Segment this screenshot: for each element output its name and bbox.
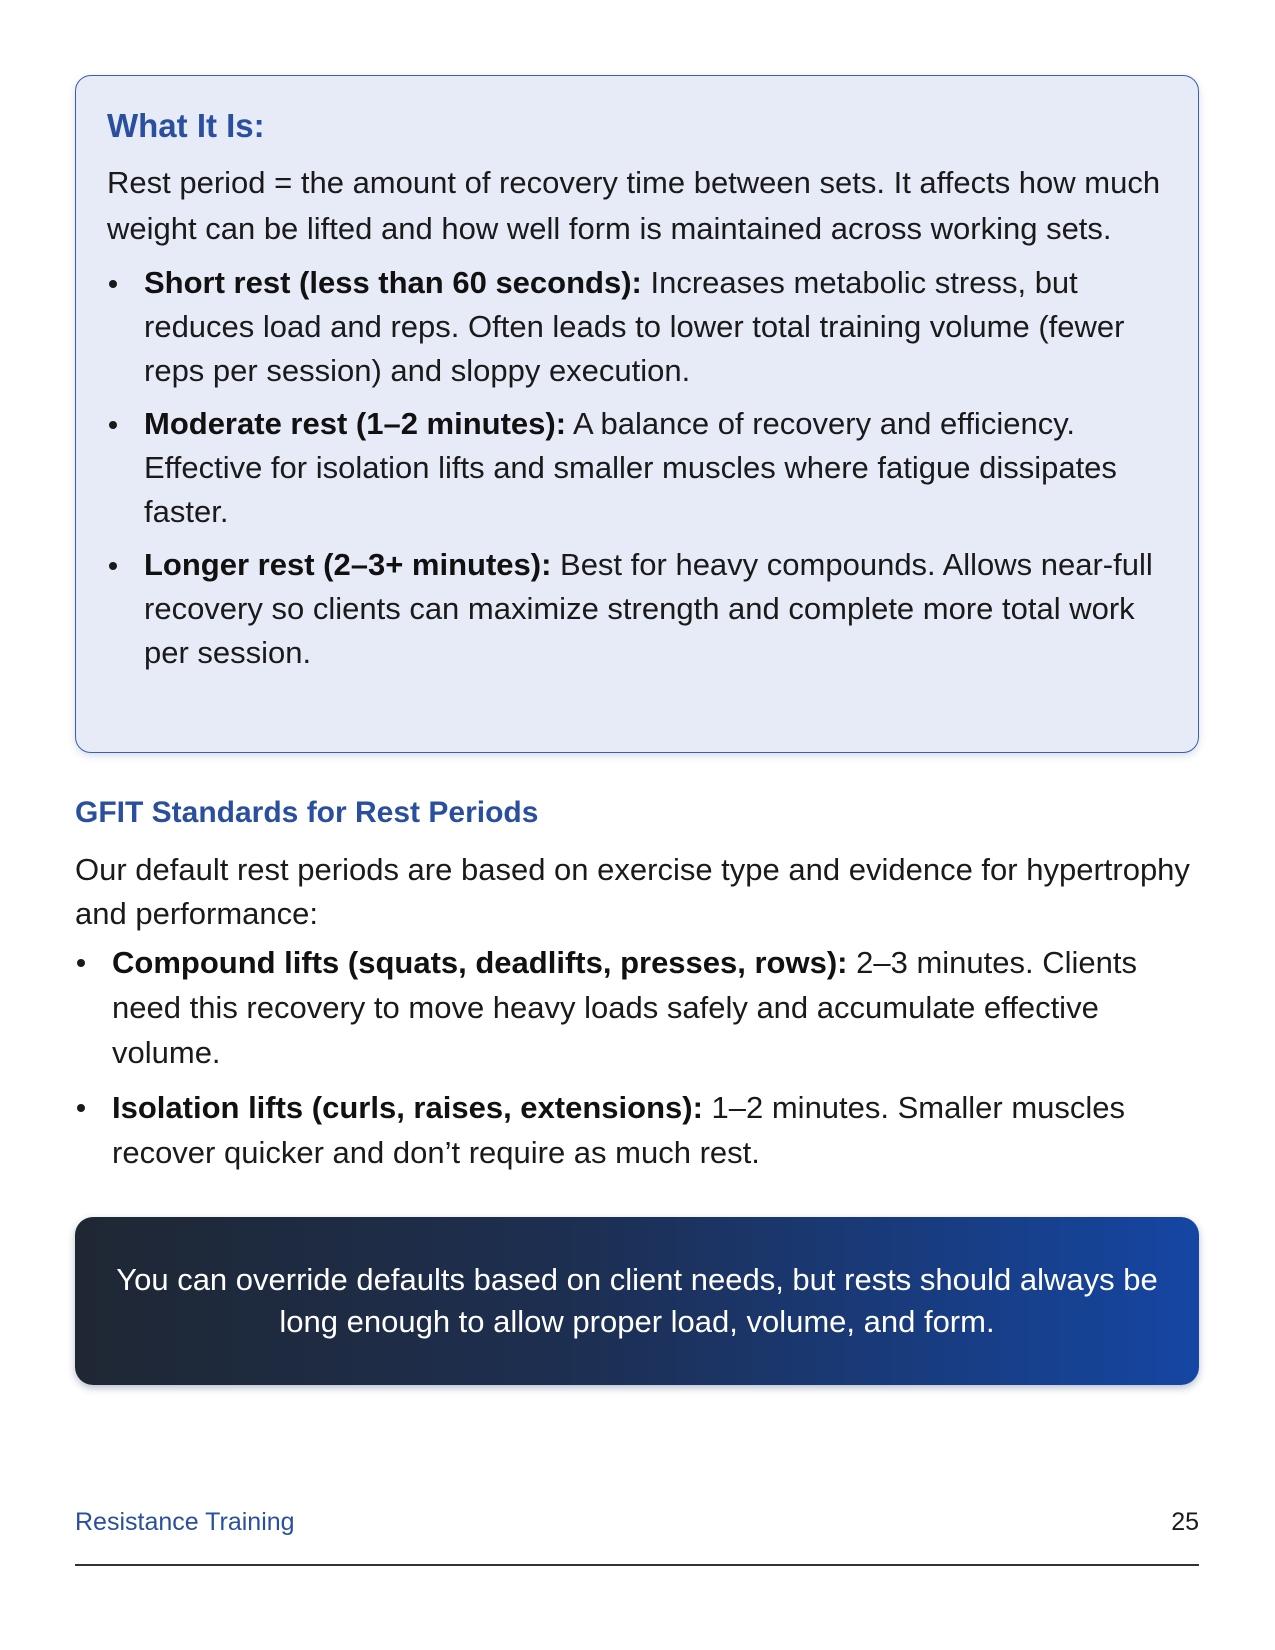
list-item-term: Longer rest (2–3+ minutes): [144,546,552,582]
standards-intro: Our default rest periods are based on exercise type and evidence for hypertrophy and performance: [75,852,1190,931]
list-item-text: Increases metabolic stress, but reduces load and reps. Often leads to lower total training volume (fewer reps per session) and sloppy execution. [144,264,1125,388]
list-item-text: Best for heavy compounds. Allows near-full recovery so clients can maximize strength and complete more total work per session. [144,546,1153,670]
list-item-text: 2–3 minutes. Clients need this recovery to move heavy loads safely and accumulate effective volume. [112,945,1137,1070]
list-item-compound-lifts [75,940,1199,1075]
bullet-icon [109,562,117,570]
list-item-text: A balance of recovery and efficiency. Effective for isolation lifts and smaller muscles where fatigue dissipates faster. [144,405,1117,529]
list-item-text: 1–2 minutes. Smaller muscles recover quicker and don’t require as much rest. [112,1090,1126,1170]
footer-section-name: Resistance Training [75,1508,295,1536]
list-item-moderate-rest [107,402,1166,534]
list-item-short-rest [107,261,1166,393]
standards-heading: GFIT Standards for Rest Periods [75,796,539,829]
list-item-isolation-lifts [75,1085,1199,1175]
list-item-term: Moderate rest (1–2 minutes): [144,405,567,441]
bullet-icon [109,280,117,288]
what-it-is-heading: What It Is: [107,107,265,144]
list-item-term: Short rest (less than 60 seconds): [144,264,642,300]
standards-list [75,940,1199,1175]
list-item-term: Compound lifts (squats, deadlifts, presses, rows): [112,945,848,980]
rest-types-list [107,261,1166,675]
bullet-icon [109,421,117,429]
footer-divider [75,1564,1199,1566]
what-it-is-box [75,75,1199,753]
list-item-longer-rest [107,543,1166,675]
what-it-is-intro: Rest period = the amount of recovery time between sets. It affects how much weight can be lifted and how well form is maintained across working sets. [107,164,1161,246]
bullet-icon [77,1104,85,1112]
override-callout [75,1217,1199,1385]
callout-text: You can override defaults based on client needs, but rests should always be long enough to allow proper load, volume, and form. [116,1262,1158,1339]
standards-list-container [75,940,1199,1185]
bullet-icon [77,959,85,967]
page-number: 25 [1171,1508,1199,1536]
list-item-term: Isolation lifts (curls, raises, extensions): [112,1090,703,1125]
